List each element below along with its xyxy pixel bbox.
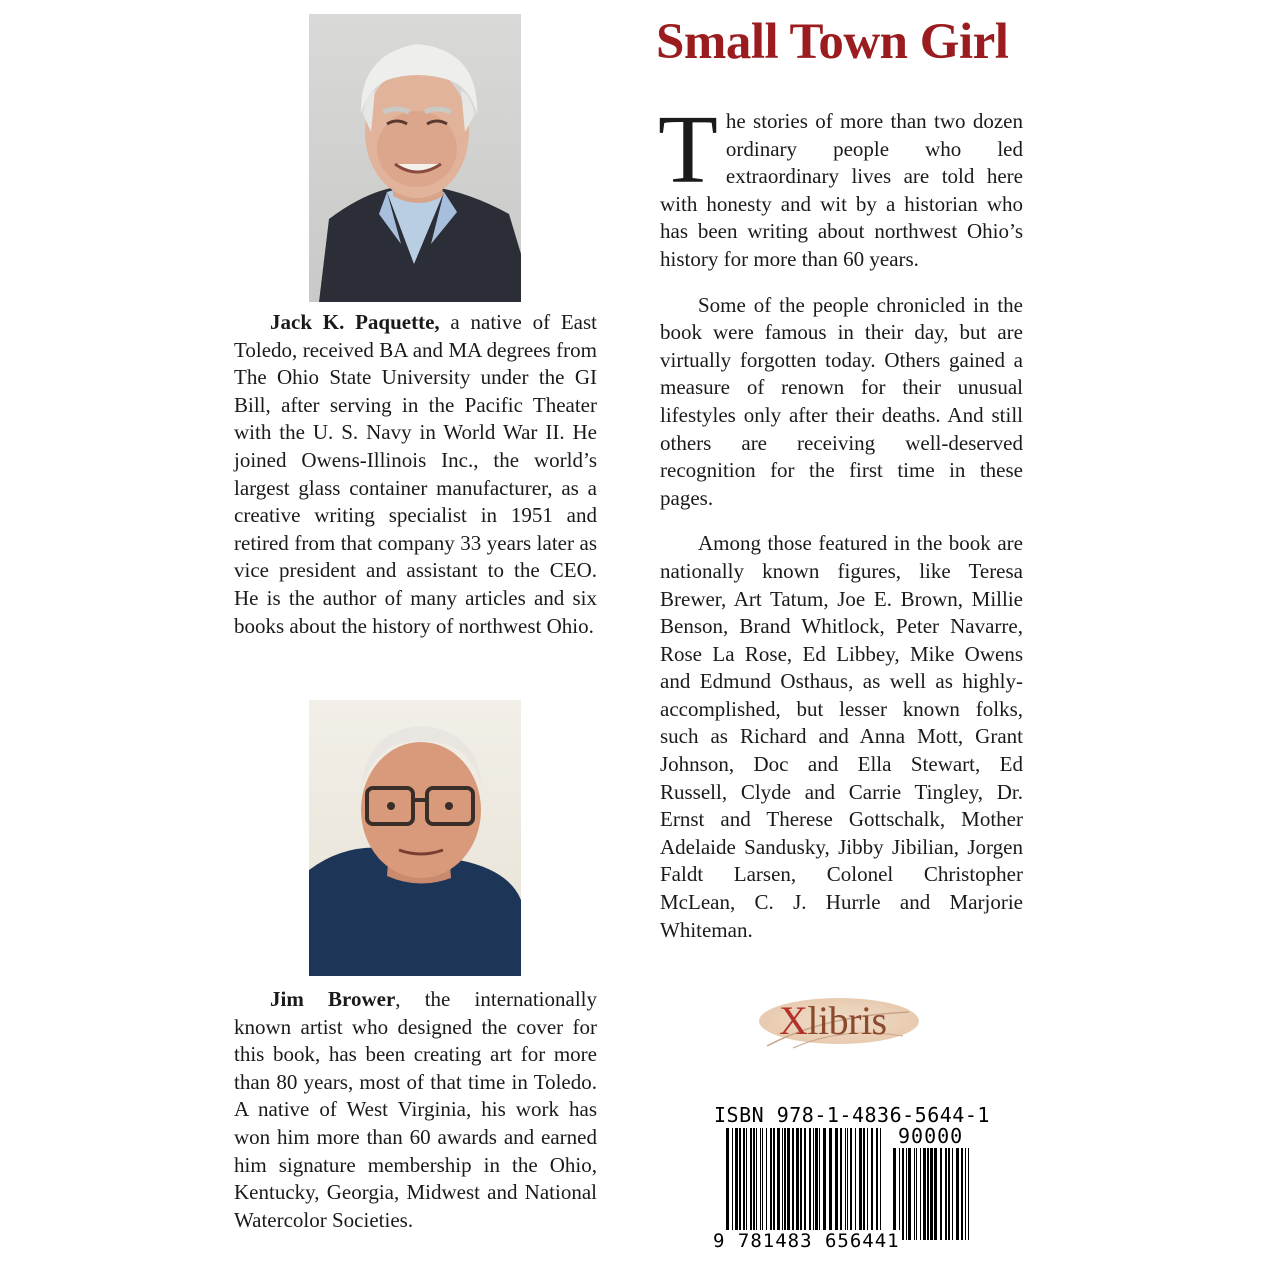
barcode-bar bbox=[823, 1128, 826, 1240]
barcode-bar bbox=[732, 1128, 733, 1240]
logo-x: X bbox=[779, 998, 808, 1043]
barcode-bar bbox=[782, 1128, 783, 1240]
barcode-bar bbox=[762, 1128, 763, 1240]
logo-rest: libris bbox=[807, 998, 887, 1043]
barcode-bar bbox=[787, 1128, 790, 1240]
author2-name: Jim Brower bbox=[270, 987, 396, 1011]
barcode-bar bbox=[934, 1148, 937, 1240]
barcode-bar bbox=[800, 1128, 802, 1240]
barcode-bar bbox=[750, 1128, 752, 1240]
barcode-bar bbox=[850, 1128, 852, 1240]
author2-bio-text: , the internationally known artist who designed the cover for this book, has been creating art for more than 80 years, most of that time in Toledo. A native of West Virginia, his work has won him more than 60 awards and earned him signature membership in the Ohio, Kentucky, Georgia, Midwest and National Watercolor Societies. bbox=[234, 987, 597, 1232]
barcode-bar bbox=[743, 1128, 745, 1240]
barcode-bar bbox=[753, 1128, 755, 1240]
barcode-bar bbox=[893, 1148, 896, 1240]
barcode-bar bbox=[908, 1148, 911, 1240]
barcode-bar bbox=[906, 1148, 907, 1240]
barcode-bar bbox=[773, 1128, 775, 1240]
barcode-bar bbox=[867, 1128, 868, 1240]
barcode-bar bbox=[746, 1128, 747, 1240]
barcode-bar bbox=[760, 1128, 761, 1240]
barcode-bar bbox=[847, 1128, 848, 1240]
barcode-bar bbox=[930, 1148, 933, 1240]
barcode-bar bbox=[940, 1148, 942, 1240]
barcode-bar bbox=[945, 1148, 947, 1240]
portrait-illustration bbox=[309, 700, 521, 976]
description-paragraph-3: Among those featured in the book are nationally known figures, like Teresa Brewer, Art Tatum, Joe E. Brown, Millie Benson, Brand Whitlock, Peter Navarre, Rose La Rose, Ed Libbey, Mike Owens and Edmund Osthaus, as well as highly-accomplished, but lesser known folks, such as Richard and Anna Mott, Grant Johnson, Doc and Ella Stewart, Ed Russell, Clyde and Carrie Tingley, Dr. Ernst and Therese Gottschalk, Mother Adelaide Sandusky, Jibby Jibilian, Jorgen Faldt Larsen, Colonel Christopher McLean, C. J. Hurrle and Marjorie Whiteman. bbox=[660, 531, 1023, 942]
barcode-bar bbox=[777, 1128, 780, 1240]
barcode-bar bbox=[965, 1148, 966, 1240]
author-photo-jack-paquette bbox=[309, 14, 521, 302]
author2-bio bbox=[234, 986, 597, 1234]
barcode-main bbox=[726, 1128, 884, 1240]
description-paragraph-1 bbox=[658, 96, 1023, 274]
author1-bio-text: a native of East Toledo, received BA and MA degrees from The Ohio State University under the GI Bill, after serving in the Pacific Theater with the U. S. Navy in World War II. He joined Owens-Illinois Inc., the world’s largest glass container manufacturer, as a creative writing specialist in 1951 and retired from that company 33 years later as vice president and assistant to the CEO. He is the author of many articles and six books about the history of northwest Ohio. bbox=[234, 310, 597, 638]
barcode-bar bbox=[914, 1148, 915, 1240]
barcode-bar bbox=[815, 1128, 818, 1240]
barcode-addon bbox=[893, 1148, 971, 1240]
barcode-bar bbox=[916, 1148, 917, 1240]
barcode-bar bbox=[876, 1128, 878, 1240]
price-code: 90000 bbox=[898, 1124, 964, 1148]
barcode-bar bbox=[956, 1148, 959, 1240]
barcode-bar bbox=[880, 1128, 881, 1240]
barcode-bar bbox=[845, 1128, 846, 1240]
barcode-bar bbox=[859, 1128, 862, 1240]
barcode-bar bbox=[829, 1128, 832, 1240]
description-p1-text: he stories of more than two dozen ordinary people who led extraordinary lives are told here with honesty and wit by a historian who has been writing about northwest Ohio’s history for more than 60 years. bbox=[660, 109, 1023, 271]
barcode-bar bbox=[923, 1148, 926, 1240]
logo-wordmark bbox=[779, 997, 887, 1044]
barcode-bar bbox=[961, 1148, 963, 1240]
barcode-bar bbox=[813, 1128, 814, 1240]
author1-name: Jack K. Paquette, bbox=[270, 310, 440, 334]
barcode-bar bbox=[792, 1128, 794, 1240]
barcode-digits: 9 781483 656441 bbox=[713, 1230, 900, 1252]
xlibris-logo bbox=[757, 992, 923, 1054]
barcode-bar bbox=[840, 1128, 842, 1240]
barcode-bar bbox=[819, 1128, 820, 1240]
barcode-bar bbox=[968, 1148, 969, 1240]
book-description bbox=[658, 96, 1023, 962]
barcode-bar bbox=[835, 1128, 838, 1240]
barcode-bar bbox=[902, 1148, 904, 1240]
drop-cap: T bbox=[658, 96, 718, 204]
barcode-bar bbox=[948, 1148, 950, 1240]
barcode-bar bbox=[726, 1128, 729, 1240]
barcode-bar bbox=[756, 1128, 757, 1240]
barcode-bar bbox=[871, 1128, 873, 1240]
barcode-bar bbox=[899, 1148, 900, 1240]
barcode-bar bbox=[927, 1148, 929, 1240]
barcode-bar bbox=[804, 1128, 806, 1240]
barcode-bar bbox=[952, 1148, 953, 1240]
isbn-label: ISBN 978-1-4836-5644-1 bbox=[714, 1103, 990, 1127]
description-paragraph-2: Some of the people chronicled in the book were famous in their day, but are virtually forgotten today. Others gained a measure of renown for their unusual lifestyles only after their deaths. And still others are receiving well-deserved recognition for the first time in these pages. bbox=[660, 292, 1023, 510]
portrait-illustration bbox=[309, 14, 521, 302]
barcode-bar bbox=[770, 1128, 772, 1240]
barcode-bar bbox=[735, 1128, 738, 1240]
barcode-bar bbox=[855, 1128, 856, 1240]
barcode-bar bbox=[796, 1128, 799, 1240]
book-title: Small Town Girl bbox=[656, 14, 1009, 70]
barcode-bar bbox=[920, 1148, 921, 1240]
barcode-bar bbox=[863, 1128, 865, 1240]
barcode-bar bbox=[739, 1128, 741, 1240]
barcode-bar bbox=[809, 1128, 811, 1240]
barcode-bar bbox=[766, 1128, 767, 1240]
author1-bio bbox=[234, 309, 597, 640]
barcode-bar bbox=[784, 1128, 786, 1240]
author-photo-jim-brower bbox=[309, 700, 521, 976]
